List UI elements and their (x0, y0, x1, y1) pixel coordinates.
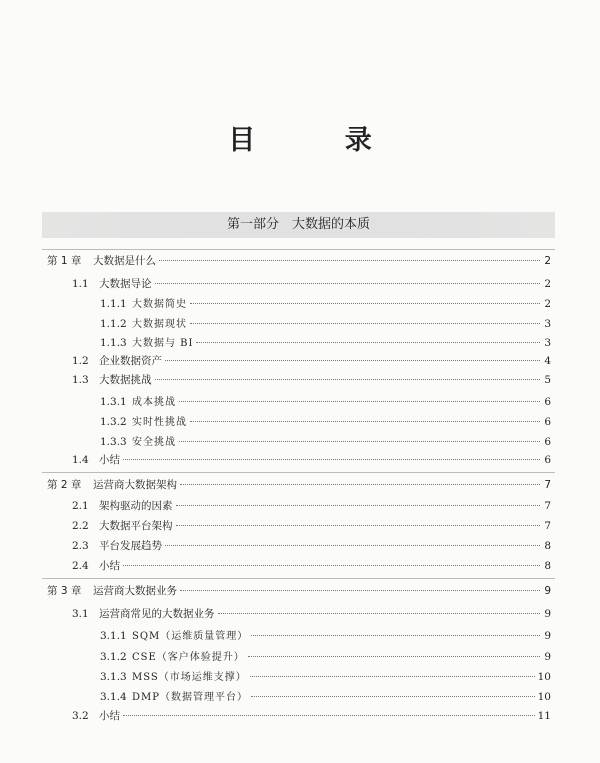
toc-entry-section[interactable] (72, 558, 551, 576)
toc-entry-sub[interactable] (100, 413, 551, 431)
divider (42, 472, 555, 473)
toc-entry-title: 架构驱动的因素 (99, 500, 173, 512)
dot-leader (159, 260, 540, 261)
toc-entry-section[interactable] (72, 372, 551, 390)
toc-entry-sub[interactable] (100, 393, 551, 411)
toc-entry-number: 2.3 (72, 540, 89, 552)
toc-entry-section[interactable] (72, 353, 551, 371)
toc-entry-section[interactable] (72, 606, 551, 624)
toc-entry-page: 7 (544, 500, 551, 512)
dot-leader (179, 401, 540, 402)
toc-entry-page: 2 (544, 255, 551, 267)
dot-leader (180, 484, 540, 485)
toc-entry-number: 3.1.4 (100, 691, 127, 703)
toc-entry-sub[interactable] (100, 315, 551, 333)
dot-leader (165, 360, 540, 361)
toc-entry-title: 大数据挑战 (99, 374, 152, 386)
toc-entry-number: 2.1 (72, 500, 89, 512)
toc-entry-number: 1.1.2 (100, 318, 127, 330)
dot-leader (179, 441, 540, 442)
toc-entry-number: 第 3 章 (47, 585, 82, 597)
dot-leader (190, 421, 540, 422)
toc-entry-title: 小结 (99, 454, 120, 466)
toc-entry-number: 2.2 (72, 520, 89, 532)
toc-entry-title: 小结 (99, 560, 120, 572)
toc-entry-page: 9 (544, 651, 551, 663)
toc-entry-number: 3.1.3 (100, 671, 127, 683)
toc-entry-page: 8 (544, 540, 551, 552)
toc-entry-section[interactable] (72, 276, 551, 294)
toc-entry-sub[interactable] (100, 688, 551, 706)
toc-entry-number: 1.2 (72, 355, 89, 367)
toc-entry-number: 1.3.3 (100, 436, 127, 448)
toc-entry-page: 6 (544, 436, 551, 448)
toc-entry-number: 3.1.2 (100, 651, 127, 663)
toc-entry-number: 第 1 章 (47, 255, 82, 267)
toc-entry-sub[interactable] (100, 433, 551, 451)
toc-entry-title: 平台发展趋势 (99, 540, 162, 552)
toc-entry-number: 第 2 章 (47, 479, 82, 491)
toc-entry-page: 2 (544, 278, 551, 290)
dot-leader (165, 545, 540, 546)
toc-entry-title: SQM（运维质量管理） (132, 631, 249, 642)
toc-entry-page: 6 (544, 454, 551, 466)
part-heading: 第一部分 大数据的本质 (42, 212, 555, 238)
toc-entry-section[interactable] (72, 708, 551, 726)
toc-entry-page: 10 (537, 691, 551, 703)
dot-leader (155, 283, 541, 284)
toc-entry-number: 1.1.1 (100, 298, 127, 310)
toc-entry-section[interactable] (72, 498, 551, 516)
toc-entry-title: 实时性挑战 (132, 417, 187, 428)
dot-leader (190, 303, 540, 304)
toc-entry-page: 3 (544, 337, 551, 349)
toc-entry-page: 2 (544, 298, 551, 310)
toc-entry-title: 小结 (99, 710, 120, 722)
toc-entry-number: 3.2 (72, 710, 89, 722)
toc-entry-page: 9 (544, 585, 551, 597)
toc-entry-page: 5 (544, 374, 551, 386)
toc-entry-title: 大数据简史 (132, 299, 187, 310)
toc-entry-number: 1.3.1 (100, 396, 127, 408)
toc-entry-title: 安全挑战 (132, 437, 176, 448)
toc-entry-page: 7 (544, 520, 551, 532)
dot-leader (176, 525, 541, 526)
toc-entry-title: 运营商常见的大数据业务 (99, 608, 215, 620)
toc-entry-number: 1.1 (72, 278, 89, 290)
toc-entry-sub[interactable] (100, 334, 551, 352)
toc-entry-number: 1.4 (72, 454, 89, 466)
dot-leader (176, 505, 541, 506)
toc-entry-title: 大数据现状 (132, 319, 187, 330)
toc-entry-page: 6 (544, 396, 551, 408)
toc-entry-title: CSE（客户体验提升） (132, 652, 245, 663)
toc-entry-page: 11 (537, 710, 551, 722)
toc-entry-title: DMP（数据管理平台） (132, 692, 248, 703)
dot-leader (196, 342, 540, 343)
toc-entry-sub[interactable] (100, 648, 551, 666)
divider (42, 249, 555, 250)
dot-leader (155, 379, 541, 380)
toc-entry-chapter[interactable] (47, 583, 551, 601)
toc-entry-page: 6 (544, 416, 551, 428)
toc-entry-section[interactable] (72, 538, 551, 556)
toc-entry-page: 9 (544, 630, 551, 642)
toc-entry-title: 运营商大数据业务 (93, 585, 177, 597)
toc-entry-page: 7 (544, 479, 551, 491)
toc-entry-title: 运营商大数据架构 (93, 479, 177, 491)
toc-entry-number: 1.3.2 (100, 416, 127, 428)
toc-entry-number: 1.3 (72, 374, 89, 386)
toc-entry-title: 大数据导论 (99, 278, 152, 290)
toc-entry-page: 10 (537, 671, 551, 683)
toc-entry-number: 1.1.3 (100, 337, 127, 349)
toc-entry-title: 大数据是什么 (93, 255, 156, 267)
dot-leader (190, 323, 540, 324)
dot-leader (123, 459, 540, 460)
toc-entry-page: 4 (544, 355, 551, 367)
toc-entry-page: 9 (544, 608, 551, 620)
page-title: 目 录 (228, 125, 412, 156)
dot-leader (123, 565, 540, 566)
toc-entry-title: 成本挑战 (132, 397, 176, 408)
toc-entry-chapter[interactable] (47, 253, 551, 271)
toc-entry-title: MSS（市场运维支撑） (132, 672, 247, 683)
toc-entry-section[interactable] (72, 452, 551, 470)
toc-entry-sub[interactable] (100, 627, 551, 645)
toc-entry-sub[interactable] (100, 295, 551, 313)
toc-entry-number: 2.4 (72, 560, 89, 572)
toc-entry-sub[interactable] (100, 668, 551, 686)
toc-entry-number: 3.1.1 (100, 630, 127, 642)
toc-entry-section[interactable] (72, 518, 551, 536)
toc-entry-page: 3 (544, 318, 551, 330)
dot-leader (123, 715, 535, 716)
toc-entry-page: 8 (544, 560, 551, 572)
toc-entry-chapter[interactable] (47, 477, 551, 495)
dot-leader (180, 590, 540, 591)
toc-entry-title: 大数据与 BI (132, 338, 194, 349)
dot-leader (248, 656, 540, 657)
toc-entry-number: 3.1 (72, 608, 89, 620)
toc-entry-title: 企业数据资产 (99, 355, 162, 367)
divider (42, 578, 555, 579)
dot-leader (251, 696, 535, 697)
dot-leader (251, 635, 540, 636)
toc-entry-title: 大数据平台架构 (99, 520, 173, 532)
dot-leader (250, 676, 535, 677)
dot-leader (218, 613, 541, 614)
